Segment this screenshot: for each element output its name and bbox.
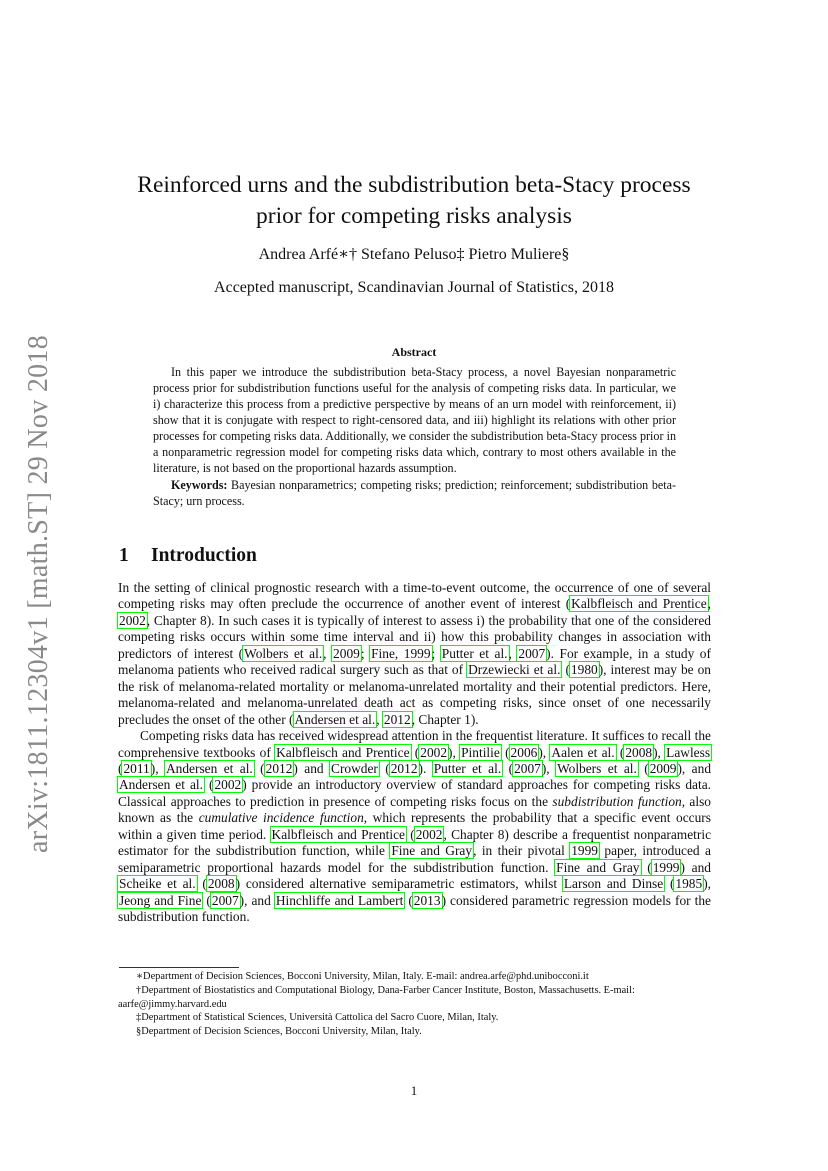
- text-run: ),: [448, 744, 461, 760]
- text-run: , also known as the: [118, 793, 711, 826]
- citation-link[interactable]: Lawless: [666, 744, 711, 760]
- emphasis-text: subdistribution function: [552, 793, 682, 809]
- text-run: (: [378, 760, 390, 776]
- text-run: (: [561, 662, 570, 678]
- paper-title: [100, 170, 728, 232]
- citation-link[interactable]: Pintilie: [461, 744, 500, 760]
- text-run: (: [404, 892, 413, 908]
- text-run: ) and: [680, 859, 711, 875]
- text-run: ). For example, in a study of melanoma patients who received radical surgery such as that of: [118, 645, 711, 678]
- citation-link[interactable]: Andersen et al.: [294, 711, 376, 727]
- text-run: (: [640, 859, 652, 875]
- citation-link[interactable]: Drzewiecki et al.: [468, 662, 561, 678]
- citation-link[interactable]: Fine and Gray: [556, 859, 640, 875]
- text-run: ), and: [677, 760, 712, 776]
- citation-link[interactable]: 1980: [570, 662, 598, 678]
- citation-link[interactable]: 2002: [119, 612, 146, 628]
- keywords-text: Bayesian nonparametrics; competing risks; prediction; reinforcement; subdistribution beta-Stacy; urn process.: [153, 478, 676, 508]
- text-run: (: [502, 760, 514, 776]
- citation-link[interactable]: 2011: [123, 760, 150, 776]
- text-run: ;: [360, 645, 371, 661]
- text-run: ).: [418, 760, 433, 776]
- text-run: ) provide an introductory overview of standard approaches for competing risks data. Classical approaches to prediction in presence of competing risks focus on the: [118, 777, 711, 809]
- accepted-note: Accepted manuscript, Scandinavian Journal of Statistics, 2018: [214, 279, 614, 296]
- text-run: (: [500, 744, 510, 760]
- text-run: ,: [707, 596, 712, 612]
- text-run: ,: [376, 711, 383, 727]
- citation-link[interactable]: Larson and Dinse: [563, 876, 664, 892]
- keywords-label: Keywords:: [171, 478, 228, 492]
- paragraph-2: [118, 728, 711, 925]
- section-title: Introduction: [151, 545, 257, 566]
- citation-link[interactable]: 2012: [265, 760, 293, 776]
- citation-link[interactable]: Kalbfleisch and Prentice: [571, 596, 707, 612]
- citation-link[interactable]: 1999: [652, 859, 680, 875]
- text-run: ),: [703, 876, 711, 892]
- authors: Andrea Arfé∗† Stefano Peluso‡ Pietro Muliere§: [258, 246, 570, 263]
- abstract-text: In this paper we introduce the subdistribution beta-Stacy process, a novel Bayesian nonparametric process prior for subdistribution functions useful for the analysis of competing risks data. In particular, we i) characterize this process from a predictive perspective by means of an urn model with reinforcement, ii) show that it is conjugate with respect to right-censored data, and iii) highlight its relations with other prior processes for competing risks data. Additionally, we consider the subdistribution beta-Stacy process prior in a nonparametric regression model for competing risks data which, contrary to most others available in the literature, is not based on the proportional hazards assumption.: [153, 365, 676, 475]
- paragraph-1: [118, 580, 711, 728]
- citation-link[interactable]: Jeong and Fine: [119, 892, 202, 908]
- citation-link[interactable]: Aalen et al.: [551, 744, 615, 760]
- text-run: (: [118, 760, 123, 776]
- text-run: In the setting of clinical prognostic research with a time-to-event outcome, the occurrence of one of several competing risks may often preclude the occurrence of another event of interest (: [118, 580, 711, 612]
- text-run: ),: [150, 760, 165, 776]
- citation-link[interactable]: Scheike et al.: [119, 876, 196, 892]
- citation-link[interactable]: 2013: [413, 892, 441, 908]
- section-number: 1: [119, 545, 129, 566]
- text-run: (: [664, 876, 675, 892]
- text-run: , Chapter 8) describe a frequentist nonparametric estimator for the subdistribution function, while: [118, 826, 712, 859]
- citation-link[interactable]: 2008: [625, 744, 653, 760]
- title-line-2: prior for competing risks analysis: [256, 203, 572, 229]
- text-run: ),: [653, 744, 666, 760]
- text-run: ),: [541, 760, 557, 776]
- text-run: ) considered parametric regression models for the subdistribution function.: [118, 892, 711, 925]
- text-run: ,: [323, 645, 333, 661]
- citation-link[interactable]: Andersen et al.: [119, 777, 203, 793]
- citation-link[interactable]: 2009: [649, 760, 677, 776]
- text-run: ;: [431, 645, 441, 661]
- section-heading: [119, 545, 257, 567]
- text-run: ) considered alternative semiparametric estimators, whilst: [235, 876, 563, 892]
- citation-link[interactable]: Kalbfleisch and Prentice: [271, 826, 405, 842]
- text-run: ),: [538, 744, 551, 760]
- text-run: , Chapter 8). In such cases it is typically of interest to assess i) the probability that one of the considered competing risks occurs within some time interval and ii) how this probability changes in association with predictors of interest (: [118, 612, 711, 661]
- citation-link[interactable]: 2002: [214, 777, 242, 793]
- citation-link[interactable]: 2009: [333, 645, 360, 661]
- text-run: paper, introduced a semiparametric proportional hazards model for the subdistribution function.: [118, 843, 711, 875]
- page-number: 1: [410, 1083, 418, 1098]
- text-run: (: [410, 744, 420, 760]
- citation-link[interactable]: Hinchliffe and Lambert: [275, 892, 404, 908]
- text-run: , which represents the probability that a specific event occurs within a given time period.: [118, 810, 711, 842]
- text-run: (: [405, 826, 415, 842]
- abstract: [153, 364, 676, 509]
- text-run: (: [203, 777, 214, 793]
- citation-link[interactable]: Putter et al.: [433, 760, 502, 776]
- citation-link[interactable]: 1999: [571, 843, 598, 859]
- text-run: ), interest may be on the risk of melanoma-related mortality or melanoma-unrelated mortality and their potential predictors. Here, melanoma-related and melanoma-unrelated death act as competing risks, since onset of one necessarily precludes the onset of the other (: [118, 662, 711, 727]
- text-run: ,: [508, 645, 518, 661]
- text-run: (: [615, 744, 625, 760]
- footnote-2: †Department of Biostatistics and Computational Biology, Dana-Farber Cancer Institute, Boston, Massachusetts. E-mail: aarfe@jimmy.harvard.edu: [118, 984, 635, 1010]
- text-run: (: [253, 760, 265, 776]
- citation-link[interactable]: 1985: [675, 876, 703, 892]
- citation-link[interactable]: Crowder: [331, 760, 378, 776]
- citation-link[interactable]: 2007: [514, 760, 541, 776]
- citation-link[interactable]: Kalbfleisch and Prentice: [276, 744, 410, 760]
- citation-link[interactable]: 2006: [510, 744, 538, 760]
- text-run: Competing risks data has received widespread attention in the frequentist literature. It suffices to recall the comprehensive textbooks of: [118, 728, 711, 760]
- arxiv-side-label: arXiv:1811.12304v1 [math.ST] 29 Nov 2018: [23, 334, 54, 853]
- text-run: ) and: [293, 760, 331, 776]
- citation-link[interactable]: Wolbers et al.: [557, 760, 637, 776]
- text-run: (: [196, 876, 207, 892]
- text-run: , Chapter 1).: [411, 711, 479, 727]
- citation-link[interactable]: 2002: [415, 826, 443, 842]
- citation-link[interactable]: Andersen et al.: [165, 760, 253, 776]
- citation-link[interactable]: 2012: [390, 760, 418, 776]
- body-text: [118, 580, 711, 926]
- citation-link[interactable]: 2007: [211, 892, 239, 908]
- footnote-3: ‡Department of Statistical Sciences, Università Cattolica del Sacro Cuore, Milan, Italy.: [136, 1012, 499, 1024]
- citation-link[interactable]: Wolbers et al.: [244, 645, 323, 661]
- text-run: (: [637, 760, 649, 776]
- keywords: [153, 477, 676, 509]
- footnotes: [118, 970, 711, 1039]
- text-run: (: [202, 892, 211, 908]
- emphasis-text: cumulative incidence function: [198, 810, 364, 826]
- citation-link[interactable]: Fine, 1999: [371, 645, 431, 661]
- text-run: , in their pivotal: [473, 843, 571, 859]
- citation-link[interactable]: 2007: [518, 645, 546, 661]
- text-run: ), and: [239, 892, 275, 908]
- citation-link[interactable]: 2012: [383, 711, 411, 727]
- title-line-1: Reinforced urns and the subdistribution beta-Stacy process: [137, 172, 691, 198]
- footnote-4: §Department of Decision Sciences, Bocconi University, Milan, Italy.: [136, 1026, 422, 1038]
- footnote-rule: [119, 967, 239, 968]
- abstract-heading: Abstract: [391, 345, 437, 359]
- citation-link[interactable]: Fine and Gray: [391, 843, 473, 859]
- citation-link[interactable]: Putter et al.: [441, 645, 508, 661]
- citation-link[interactable]: 2002: [420, 744, 448, 760]
- citation-link[interactable]: 2008: [207, 876, 235, 892]
- footnote-1: ∗Department of Decision Sciences, Bocconi University, Milan, Italy. E-mail: andrea.arfe@phd.unibocconi.it: [136, 971, 589, 982]
